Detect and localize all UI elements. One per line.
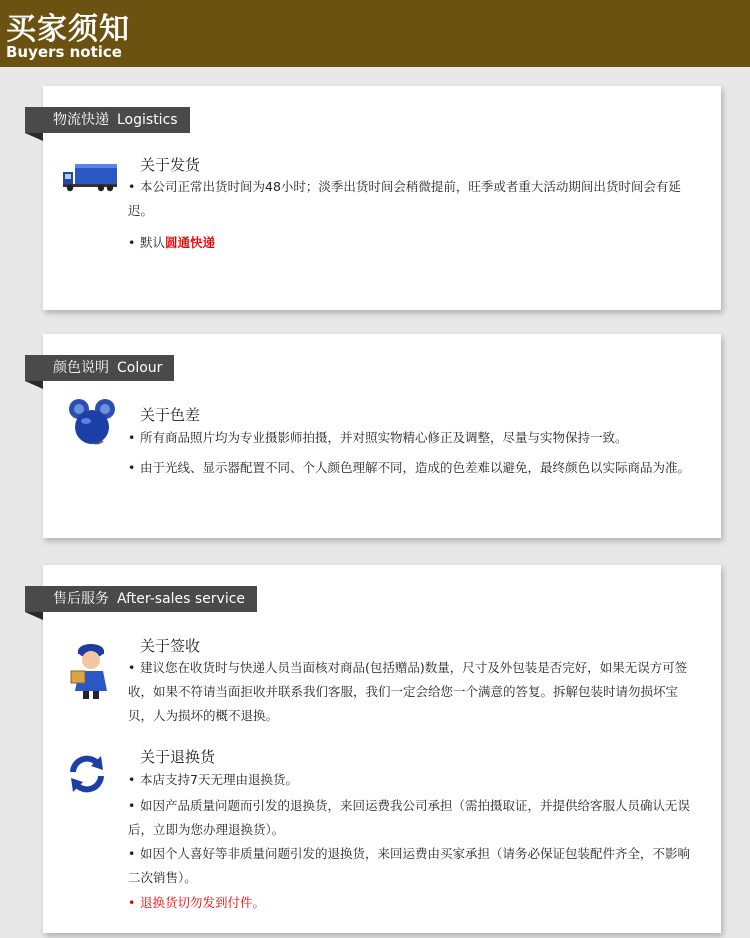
list-item: • 如因个人喜好等非质量问题引发的退换货，来回运费由买家承担（请务必保证包装配件齐全，不影响二次销售）。 — [128, 846, 691, 885]
courier-highlight: 圆通快递 — [165, 235, 216, 250]
tab-label-cn: 颜色说明 — [53, 360, 109, 376]
list-item: • 本店支持7天无理由退换货。 — [128, 772, 298, 787]
block-title: 关于色差 — [140, 406, 201, 424]
tab-label-en: Logistics — [117, 112, 178, 128]
logistics-card — [43, 86, 721, 310]
list-item: • 由于光线、显示器配置不同、个人颜色理解不同，造成的色差难以避免，最终颜色以实际商品为准。 — [128, 460, 691, 475]
list-item: • 本公司正常出货时间为48小时；淡季出货时间会稍微提前，旺季或者重大活动期间出货时间会有延迟。 — [128, 179, 681, 218]
courier-icon — [67, 641, 115, 705]
tab-label-cn: 售后服务 — [53, 591, 109, 607]
truck-icon — [61, 162, 119, 196]
logistics-tab — [25, 107, 190, 133]
tab-label-en: Colour — [117, 360, 163, 376]
list-item: • 退换货切勿发到付件。 — [128, 895, 266, 910]
list-item: • 如因产品质量问题而引发的退换货，来回运费我公司承担（需拍摄取证，并提供给客服人员确认无误后，立即为您办理退换货）。 — [128, 798, 691, 837]
block-title: 关于发货 — [140, 156, 201, 174]
after-sales-card — [43, 565, 721, 933]
colour-tab — [25, 355, 174, 381]
page-title: 买家须知 — [6, 12, 130, 47]
page-subtitle: Buyers notice — [6, 43, 122, 61]
list-item: • 所有商品照片均为专业摄影师拍摄，并对照实物精心修正及调整，尽量与实物保持一致。 — [128, 430, 628, 445]
mouse-icon — [67, 397, 117, 451]
colour-card — [43, 334, 721, 538]
block-title: 关于退换货 — [140, 748, 216, 766]
block-title: 关于签收 — [140, 637, 201, 655]
list-item: • 默认圆通快递 — [128, 235, 216, 250]
page-header — [0, 0, 750, 67]
tab-label-cn: 物流快递 — [53, 112, 109, 128]
refresh-icon — [67, 754, 107, 798]
tab-label-en: After-sales service — [117, 591, 246, 607]
list-item: • 建议您在收货时与快递人员当面核对商品(包括赠品)数量，尺寸及外包装是否完好，如果无误方可签收，如果不符请当面拒收并联系我们客服，我们一定会给您一个满意的答复。拆解包装时请勿损坏宝贝，人为损坏的概不退换。 — [128, 660, 688, 723]
after-sales-tab — [25, 586, 257, 612]
